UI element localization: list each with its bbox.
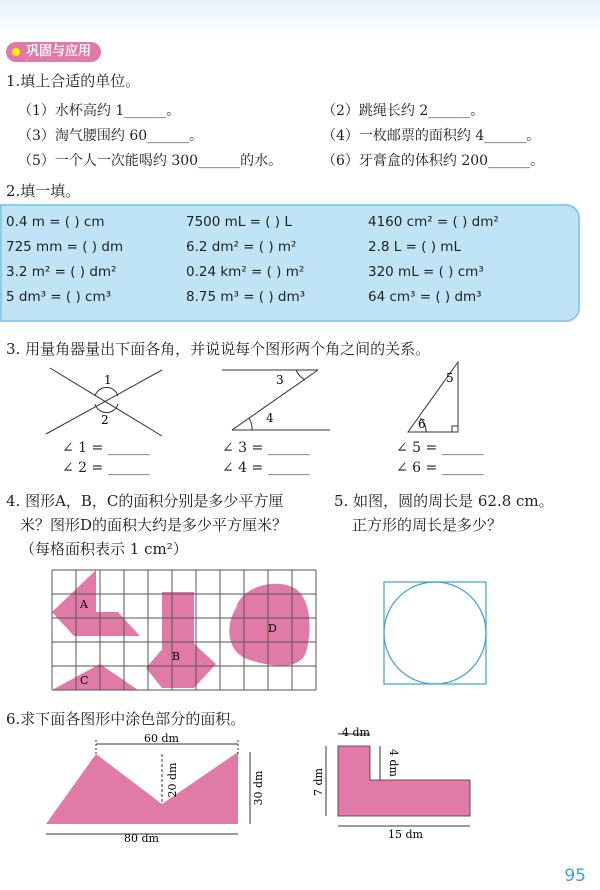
q3-answer-4: ∠ 4 = ______ <box>222 460 310 476</box>
q6-label-7: 7 dm <box>312 768 325 796</box>
q6-label-top-4: 4 dm <box>342 726 370 739</box>
fig2-arc-3 <box>296 370 305 380</box>
shape-a-right <box>96 612 140 636</box>
top-band <box>0 0 600 36</box>
shape-label-a: A <box>80 598 88 611</box>
conv-r3-c2: 0.24 km² = ( ) m² <box>186 264 305 280</box>
q1-title: 1.填上合适的单位。 <box>6 72 141 90</box>
q5-title-line-2: 正方形的周长是多少？ <box>352 516 503 534</box>
shape-b-right <box>190 640 216 688</box>
conv-r2-c1: 725 mm = ( ) dm <box>6 239 124 255</box>
shape-label-d: D <box>268 622 277 635</box>
q5-title-line-1: 5. 如图，圆的周长是 62.8 cm。 <box>334 492 554 510</box>
q4-grid-figure <box>50 568 314 692</box>
shape-label-c: C <box>80 674 89 687</box>
shape-c <box>52 664 138 690</box>
q6-label-30: 30 dm <box>252 770 265 806</box>
q5-circle <box>384 582 486 684</box>
q5-figure <box>380 578 490 688</box>
fig3-label-5: 5 <box>446 371 454 385</box>
conv-r4-c3: 64 cm³ = ( ) dm³ <box>368 289 482 305</box>
q6-title: 6.求下面各图形中涂色部分的面积。 <box>6 710 246 728</box>
q6-label-60: 60 dm <box>144 732 179 745</box>
fig2-label-4: 4 <box>266 411 274 425</box>
q3-answer-1: ∠ 1 = ______ <box>62 440 150 456</box>
shape-a-lower <box>52 612 96 636</box>
q6-right-shape <box>338 746 470 816</box>
q3-answer-5: ∠ 5 = ______ <box>396 440 484 456</box>
q6-figure-left <box>38 730 268 844</box>
q4-title-line-3: （每格面积表示 1 cm²） <box>20 540 188 558</box>
conv-r2-c2: 6.2 dm² = ( ) m² <box>186 239 297 255</box>
q1-item-5: （5）一个人一次能喝约 300______的水。 <box>18 153 283 169</box>
q6-left-shape <box>46 752 238 824</box>
q3-answer-6: ∠ 6 = ______ <box>396 460 484 476</box>
q4-title-line-2: 米？图形D的面积大约是多少平方厘米？ <box>20 516 288 534</box>
conv-r3-c1: 3.2 m² = ( ) dm² <box>6 264 117 280</box>
page-number: 95 <box>564 866 586 886</box>
q3-title: 3. 用量角器量出下面各角，并说说每个图形两个角之间的关系。 <box>6 340 431 358</box>
conv-r4-c2: 8.75 m³ = ( ) dm³ <box>186 289 306 305</box>
q1-item-1: （1）水杯高约 1______。 <box>18 103 181 119</box>
q3-answer-3: ∠ 3 = ______ <box>222 440 310 456</box>
q1-item-6: （6）牙膏盒的体积约 200______。 <box>322 153 545 169</box>
fig1-label-1: 1 <box>104 373 112 387</box>
q1-item-3: （3）淘气腰围约 60______。 <box>18 128 204 144</box>
conv-r2-c3: 2.8 L = ( ) mL <box>368 239 461 255</box>
fig1-label-2: 2 <box>101 413 109 427</box>
fig2-arc-4 <box>249 418 252 430</box>
conv-r1-c2: 7500 mL = ( ) L <box>186 214 292 230</box>
q2-title: 2.填一填。 <box>6 182 81 200</box>
q6-label-80: 80 dm <box>124 832 159 845</box>
shape-a-triangle <box>52 570 96 612</box>
conv-r1-c3: 4160 cm² = ( ) dm² <box>368 214 499 230</box>
fig3-label-6: 6 <box>418 417 426 431</box>
q6-label-20: 20 dm <box>166 762 179 798</box>
q3-figures <box>0 360 600 440</box>
q4-title-line-1: 4. 图形A，B，C的面积分别是多少平方厘 <box>6 492 284 510</box>
conv-r1-c1: 0.4 m = ( ) cm <box>6 214 105 230</box>
fig3-right-angle <box>452 426 458 432</box>
shape-label-b: B <box>172 650 181 663</box>
badge-dot-icon <box>12 48 20 56</box>
q6-label-15: 15 dm <box>388 828 423 841</box>
conv-r3-c3: 320 mL = ( ) cm³ <box>368 264 484 280</box>
section-badge-label: 巩固与应用 <box>26 44 92 59</box>
q3-answer-2: ∠ 2 = ______ <box>62 460 150 476</box>
section-badge <box>6 42 101 62</box>
fig1-arc-1 <box>95 387 118 396</box>
q6-label-side-4: 4 dm <box>387 749 400 777</box>
fig2-slant-line <box>232 370 318 430</box>
q6-figure-right <box>314 722 484 840</box>
conv-r4-c1: 5 dm³ = ( ) cm³ <box>6 289 112 305</box>
fig2-label-3: 3 <box>276 373 284 387</box>
q1-item-2: （2）跳绳长约 2______。 <box>322 103 485 119</box>
q1-item-4: （4）一枚邮票的面积约 4______。 <box>322 128 541 144</box>
